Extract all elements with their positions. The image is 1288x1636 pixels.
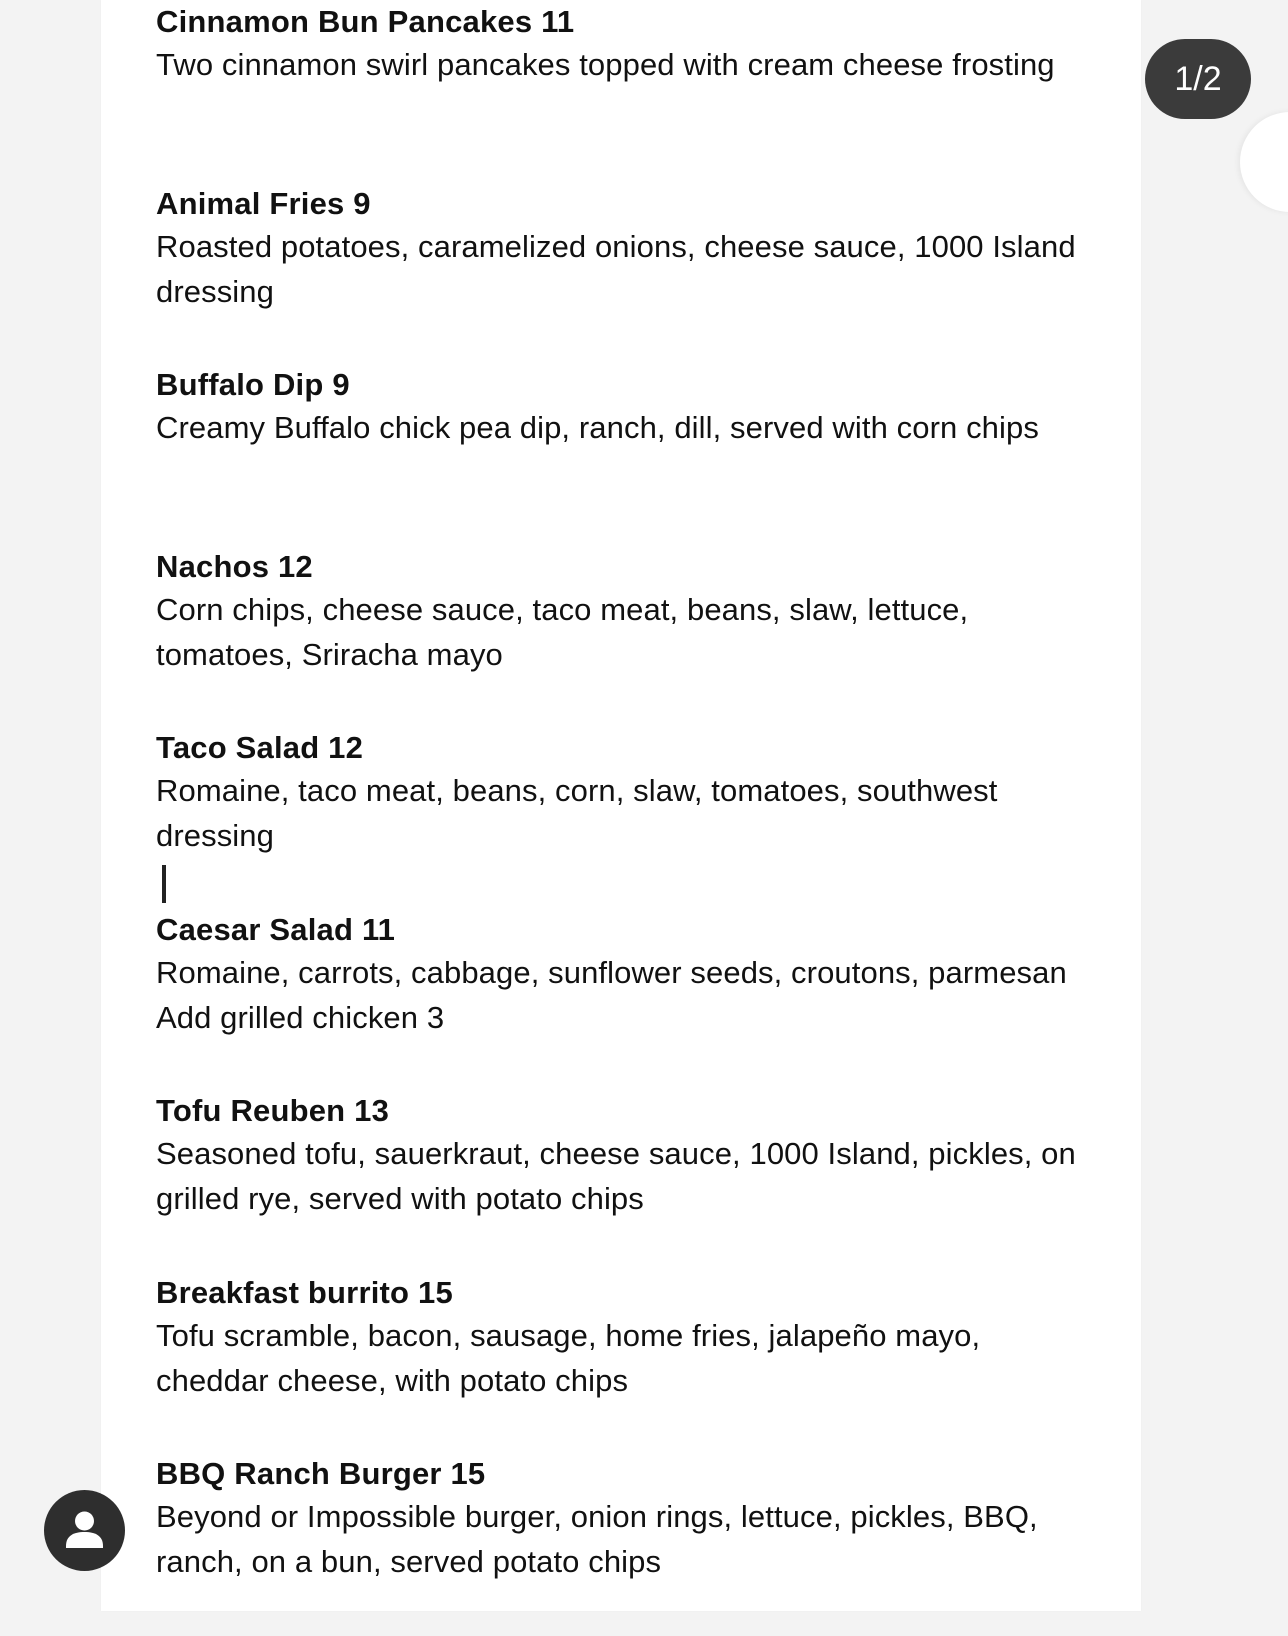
- menu-item-description: Romaine, taco meat, beans, corn, slaw, tomatoes, southwest dressing: [156, 773, 998, 853]
- menu-item-title: Animal Fries 9: [156, 185, 371, 221]
- menu-item-title: Cinnamon Bun Pancakes 11: [156, 4, 575, 39]
- menu-item: [156, 365, 1086, 547]
- menu-page: [101, 0, 1141, 1611]
- menu-item: [156, 547, 1086, 729]
- menu-item: [156, 1454, 1086, 1636]
- menu-item: [156, 728, 1086, 910]
- next-slide-peek[interactable]: [1240, 112, 1288, 212]
- menu-item-description: Beyond or Impossible burger, onion rings, lettuce, pickles, BBQ, ranch, on a bun, served potato chips: [156, 1499, 1038, 1579]
- menu-item-description: Creamy Buffalo chick pea dip, ranch, dill, served with corn chips: [156, 410, 1039, 445]
- menu-item-description: Roasted potatoes, caramelized onions, cheese sauce, 1000 Island dressing: [156, 228, 1076, 309]
- menu-item-description: Tofu scramble, bacon, sausage, home fries, jalapeño mayo, cheddar cheese, with potato chips: [156, 1317, 981, 1398]
- menu-item: [156, 910, 1086, 1092]
- text-cursor: [162, 865, 166, 903]
- slide-counter: 1/2: [1145, 39, 1251, 119]
- menu-item: [156, 2, 1086, 184]
- menu-item-title: Caesar Salad 11: [156, 911, 396, 947]
- menu-item-title: Buffalo Dip 9: [156, 367, 350, 402]
- menu-item: [156, 1273, 1086, 1455]
- menu-item-title: Breakfast burrito 15: [156, 1274, 453, 1310]
- menu-list: [156, 2, 1086, 1636]
- menu-item-description: Seasoned tofu, sauerkraut, cheese sauce, 1000 Island, pickles, on grilled rye, served with potato chips: [156, 1136, 1076, 1216]
- menu-item-description: Two cinnamon swirl pancakes topped with cream cheese frosting: [156, 47, 1055, 82]
- person-icon: [44, 1490, 125, 1571]
- menu-item-title: BBQ Ranch Burger 15: [156, 1456, 486, 1491]
- menu-item: [156, 184, 1086, 366]
- menu-item-description: Corn chips, cheese sauce, taco meat, beans, slaw, lettuce, tomatoes, Sriracha mayo: [156, 591, 969, 672]
- menu-item: [156, 1091, 1086, 1273]
- menu-item-description: Romaine, carrots, cabbage, sunflower seeds, croutons, parmesan Add grilled chicken 3: [156, 954, 1067, 1035]
- account-avatar-button[interactable]: [44, 1490, 125, 1571]
- menu-item-title: Taco Salad 12: [156, 730, 364, 765]
- menu-item-title: Tofu Reuben 13: [156, 1093, 390, 1128]
- menu-item-title: Nachos 12: [156, 548, 313, 584]
